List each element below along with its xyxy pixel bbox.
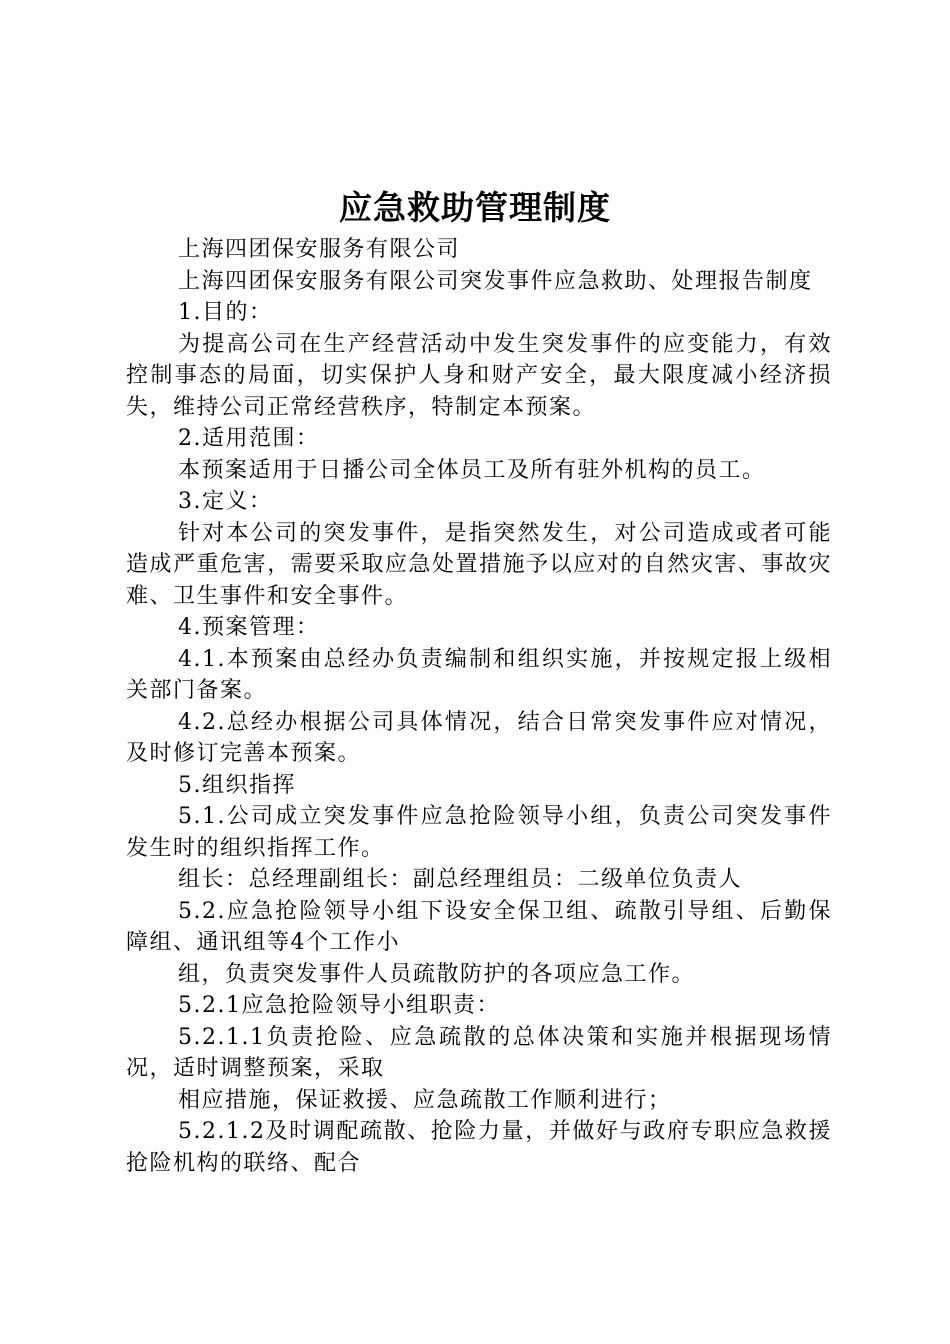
clause-4-2-paragraph: 4.2.总经办根据公司具体情况，结合日常突发事件应对情况，及时修订完善本预案。: [126, 709, 832, 766]
section-heading-command: 5.组织指挥: [178, 772, 296, 798]
clause-5-2-1-1-paragraph: 5.2.1.1负责抢险、应急疏散的总体决策和实施并根据现场情况，适时调整预案，采取: [126, 1024, 832, 1081]
scope-paragraph: 本预案适用于日播公司全体员工及所有驻外机构的员工。: [178, 457, 766, 483]
clause-4-1-paragraph: 4.1.本预案由总经办负责编制和组织实施，并按规定报上级相关部门备案。: [126, 646, 832, 703]
clause-5-2-paragraph: 5.2.应急抢险领导小组下设安全保卫组、疏散引导组、后勤保障组、通讯组等4个工作小: [126, 898, 832, 955]
document-title: 应急救助管理制度: [339, 188, 611, 227]
definition-paragraph: 针对本公司的突发事件，是指突然发生，对公司造成或者可能造成严重危害，需要采取应急处置措施予以应对的自然灾害、事故灾难、卫生事件和安全事件。: [126, 520, 832, 609]
clause-5-1-paragraph: 5.1.公司成立突发事件应急抢险领导小组，负责公司突发事件发生时的组织指挥工作。: [126, 804, 832, 861]
purpose-paragraph: 为提高公司在生产经营活动中发生突发事件的应变能力，有效控制事态的局面，切实保护人身和财产安全，最大限度减小经济损失，维持公司正常经营秩序，特制定本预案。: [126, 331, 832, 420]
clause-5-2-1-2-paragraph: 5.2.1.2及时调配疏散、抢险力量，并做好与政府专职应急救援抢险机构的联络、配合: [126, 1119, 832, 1176]
team-roles-paragraph: 组长：总经理副组长：副总经理组员：二级单位负责人: [178, 867, 743, 892]
clause-5-2-continued-paragraph: 组，负责突发事件人员疏散防护的各项应急工作。: [178, 961, 696, 987]
document-body: [126, 234, 832, 1179]
company-name-paragraph: 上海四团保安服务有限公司: [178, 237, 461, 262]
section-heading-purpose: 1.目的：: [178, 300, 273, 325]
clause-5-2-1-1-continued-paragraph: 相应措施，保证救援、应急疏散工作顺利进行；: [178, 1087, 672, 1113]
clause-5-2-1-heading: 5.2.1应急抢险领导小组职责：: [178, 993, 500, 1018]
section-heading-plan-management: 4.预案管理：: [178, 615, 320, 640]
section-heading-definition: 3.定义：: [178, 489, 273, 514]
section-heading-scope: 2.适用范围：: [178, 426, 320, 451]
regulation-title-paragraph: 上海四团保安服务有限公司突发事件应急救助、处理报告制度: [178, 268, 813, 294]
